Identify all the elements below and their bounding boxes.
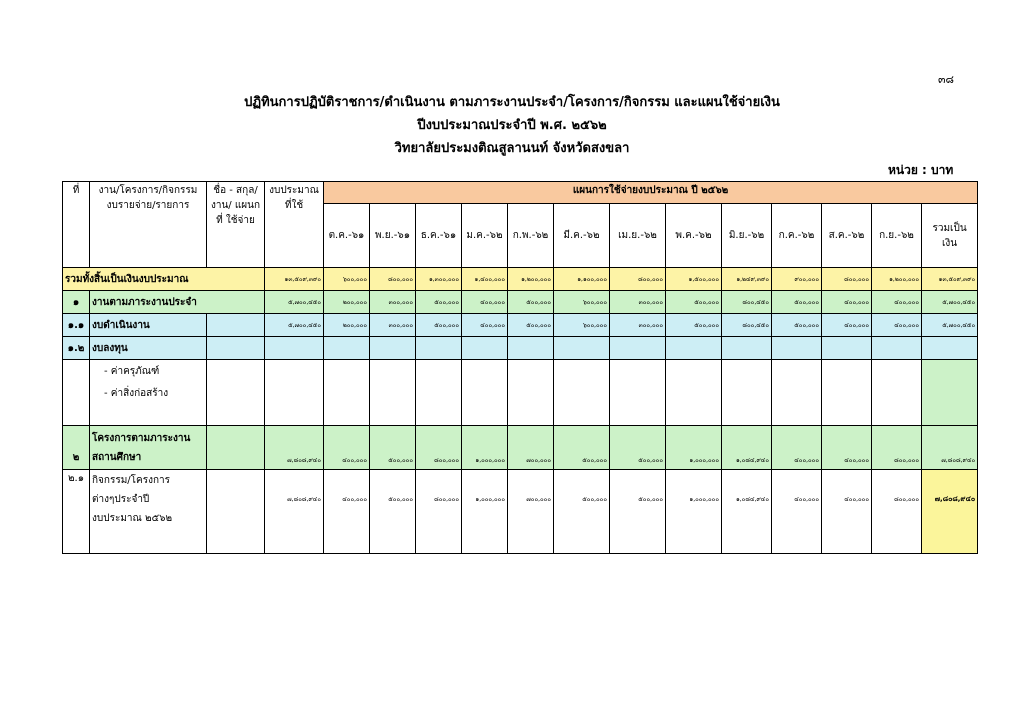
month-cell: ๔๐๐,๐๐๐ — [822, 314, 872, 337]
month-cell: ๔๐๐,๐๐๐ — [822, 291, 872, 314]
grand-total-row — [63, 268, 978, 291]
header-month: ส.ค.-๖๒ — [822, 204, 872, 268]
month-cell: ๘๐๐,๐๐๐ — [370, 268, 416, 291]
title-line-1: ปฏิทินการปฏิบัติราชการ/ดำเนินงาน ตามภาระงานประจำ/โครงการ/กิจกรรม และแผนใช้จ่ายเงิน — [244, 95, 780, 110]
header-no: ที่ — [63, 182, 90, 268]
budget-plan-table — [62, 181, 978, 554]
month-cell: ๖๐๐,๐๐๐ — [554, 314, 610, 337]
header-month: ก.พ.-๖๒ — [508, 204, 554, 268]
month-cell: ๘๐๐,๔๕๐ — [722, 314, 772, 337]
month-cell: ๕๐๐,๐๐๐ — [772, 291, 822, 314]
row-label-line: ต่างๆประจำปี — [92, 494, 150, 505]
month-cell: ๑,๐๐๐,๐๐๐ — [462, 426, 508, 470]
month-cell: ๑,๐๐๐,๐๐๐ — [462, 470, 508, 554]
month-cell: ๔๐๐,๐๐๐ — [822, 470, 872, 554]
month-cell: ๔๐๐,๐๐๐ — [872, 291, 922, 314]
month-cell: ๕๐๐,๐๐๐ — [416, 314, 462, 337]
header-budget: งบประมาณ ที่ใช้ — [265, 182, 324, 268]
budget-cell: ๑๓,๕๐๙,๓๙๐ — [265, 268, 324, 291]
month-cell: ๕๐๐,๐๐๐ — [554, 426, 610, 470]
month-cell: ๖๐๐,๐๐๐ — [554, 291, 610, 314]
month-cell: ๑,๐๘๔,๙๔๐ — [722, 470, 772, 554]
month-cell: ๔๐๐,๐๐๐ — [462, 291, 508, 314]
header-plan: แผนการใช้จ่ายงบประมาณ ปี ๒๕๖๒ — [324, 182, 978, 204]
month-cell: ๘๐๐,๐๐๐ — [872, 426, 922, 470]
month-cell: ๑,๐๐๐,๐๐๐ — [666, 426, 722, 470]
month-cell: ๓๐๐,๐๐๐ — [610, 291, 666, 314]
header-month: พ.ค.-๖๒ — [666, 204, 722, 268]
header-month: มี.ค.-๖๒ — [554, 204, 610, 268]
row-number: ๑.๑ — [63, 314, 90, 337]
month-cell: ๑,๒๔๙,๓๙๐ — [722, 268, 772, 291]
header-month: มิ.ย.-๖๒ — [722, 204, 772, 268]
month-cell: ๕๐๐,๐๐๐ — [554, 470, 610, 554]
header-month: ธ.ค.-๖๑ — [416, 204, 462, 268]
header-person: ชื่อ - สกุล/ งาน/ แผนก ที่ ใช้จ่าย — [207, 182, 265, 268]
list-item: - ค่าครุภัณฑ์ — [104, 366, 160, 377]
month-cell: ๕๐๐,๐๐๐ — [610, 470, 666, 554]
row-number: ๑.๒ — [63, 337, 90, 360]
month-cell: ๔๐๐,๐๐๐ — [872, 314, 922, 337]
row-number: ๒ — [63, 426, 90, 470]
budget-cell: ๗,๘๐๘,๙๔๐ — [265, 426, 324, 470]
total-cell: ๗,๘๐๘,๙๔๐ — [922, 426, 978, 470]
month-cell: ๕๐๐,๐๐๐ — [370, 426, 416, 470]
month-cell: ๕๐๐,๐๐๐ — [416, 291, 462, 314]
list-item: - ค่าสิ่งก่อสร้าง — [104, 388, 169, 399]
month-cell: ๖๐๐,๐๐๐ — [324, 268, 370, 291]
month-cell: ๑,๐๘๔,๙๔๐ — [722, 426, 772, 470]
row-label-line: สถานศึกษา — [92, 451, 142, 463]
operating-row — [63, 314, 978, 337]
total-cell: ๕,๗๐๐,๔๕๐ — [922, 291, 978, 314]
month-cell: ๓๐๐,๐๐๐ — [370, 291, 416, 314]
budget-cell: ๕,๗๐๐,๔๕๐ — [265, 291, 324, 314]
unit-label: หน่วย : บาท — [888, 163, 954, 177]
month-cell: ๘๐๐,๐๐๐ — [872, 470, 922, 554]
month-cell: ๘๐๐,๐๐๐ — [822, 268, 872, 291]
title-line-2: ปีงบประมาณประจำปี พ.ศ. ๒๕๖๒ — [417, 118, 607, 133]
month-cell: ๗๐๐,๐๐๐ — [508, 426, 554, 470]
month-cell: ๕๐๐,๐๐๐ — [508, 291, 554, 314]
title-line-3: วิทยาลัยประมงติณสูลานนท์ จังหวัดสงขลา — [394, 141, 630, 156]
month-cell: ๔๐๐,๐๐๐ — [324, 470, 370, 554]
budget-cell: ๗,๘๐๘,๙๔๐ — [265, 470, 324, 554]
month-cell: ๘๐๐,๐๐๐ — [416, 470, 462, 554]
month-cell: ๗๐๐,๐๐๐ — [508, 470, 554, 554]
month-cell: ๕๐๐,๐๐๐ — [666, 291, 722, 314]
row-number: ๒.๑ — [63, 470, 90, 554]
row-number: ๑ — [63, 291, 90, 314]
month-cell: ๕๐๐,๐๐๐ — [610, 426, 666, 470]
row-label — [90, 470, 207, 554]
month-cell: ๒๐๐,๐๐๐ — [324, 314, 370, 337]
row-label: งบลงทุน — [90, 337, 207, 360]
document-title — [0, 91, 1024, 160]
month-cell: ๒๐๐,๐๐๐ — [324, 291, 370, 314]
month-cell: ๘๐๐,๐๐๐ — [416, 426, 462, 470]
investment-row — [63, 337, 978, 360]
investment-items-row — [63, 360, 978, 426]
activities-row — [63, 470, 978, 554]
month-cell: ๔๐๐,๐๐๐ — [772, 470, 822, 554]
month-cell: ๑,๔๐๐,๐๐๐ — [462, 268, 508, 291]
header-total: รวมเป็น เงิน — [922, 204, 978, 268]
budget-cell: ๕,๗๐๐,๔๕๐ — [265, 314, 324, 337]
month-cell: ๑,๕๐๐,๐๐๐ — [666, 268, 722, 291]
row-label: งานตามภาระงานประจำ — [90, 291, 265, 314]
header-month: ต.ค.-๖๑ — [324, 204, 370, 268]
row-label — [90, 426, 207, 470]
month-cell: ๑,๐๐๐,๐๐๐ — [666, 470, 722, 554]
month-cell: ๔๐๐,๐๐๐ — [772, 426, 822, 470]
month-cell: ๘๐๐,๐๐๐ — [610, 268, 666, 291]
month-cell: ๑,๓๐๐,๐๐๐ — [416, 268, 462, 291]
row-label: งบดำเนินงาน — [90, 314, 207, 337]
month-cell: ๓๐๐,๐๐๐ — [610, 314, 666, 337]
grand-total-label: รวมทั้งสิ้นเป็นเงินงบประมาณ — [63, 268, 265, 291]
month-cell: ๕๐๐,๐๐๐ — [772, 314, 822, 337]
month-cell: ๔๐๐,๐๐๐ — [822, 426, 872, 470]
month-cell: ๔๐๐,๐๐๐ — [324, 426, 370, 470]
month-cell: ๑,๒๐๐,๐๐๐ — [872, 268, 922, 291]
month-cell: ๑,๑๐๐,๐๐๐ — [554, 268, 610, 291]
month-cell: ๓๐๐,๐๐๐ — [370, 314, 416, 337]
month-cell: ๕๐๐,๐๐๐ — [508, 314, 554, 337]
investment-items — [90, 360, 207, 426]
page-number: ๓๘ — [938, 73, 955, 86]
person-cell — [207, 314, 265, 337]
routine-row — [63, 291, 978, 314]
row-label-line: กิจกรรม/โครงการ — [92, 475, 171, 486]
header-month: ก.ย.-๖๒ — [872, 204, 922, 268]
month-cell: ๙๐๐,๐๐๐ — [772, 268, 822, 291]
total-cell: ๑๓,๕๐๙,๓๙๐ — [922, 268, 978, 291]
month-cell: ๕๐๐,๐๐๐ — [370, 470, 416, 554]
month-cell: ๕๐๐,๐๐๐ — [666, 314, 722, 337]
total-cell: ๕,๗๐๐,๔๕๐ — [922, 314, 978, 337]
header-item: งาน/โครงการ/กิจกรรม งบรายจ่าย/รายการ — [90, 182, 207, 268]
row-label-line: โครงการตามภาระงาน — [92, 432, 191, 444]
month-cell: ๘๐๐,๔๕๐ — [722, 291, 772, 314]
total-cell: ๗,๘๐๘,๙๔๐ — [922, 470, 978, 554]
header-month: ม.ค.-๖๒ — [462, 204, 508, 268]
month-cell: ๔๐๐,๐๐๐ — [462, 314, 508, 337]
header-month: เม.ย.-๖๒ — [610, 204, 666, 268]
projects-row — [63, 426, 978, 470]
row-label-line: งบประมาณ ๒๕๖๒ — [92, 513, 173, 524]
header-month: ก.ค.-๖๒ — [772, 204, 822, 268]
month-cell: ๑,๒๐๐,๐๐๐ — [508, 268, 554, 291]
header-month: พ.ย.-๖๑ — [370, 204, 416, 268]
